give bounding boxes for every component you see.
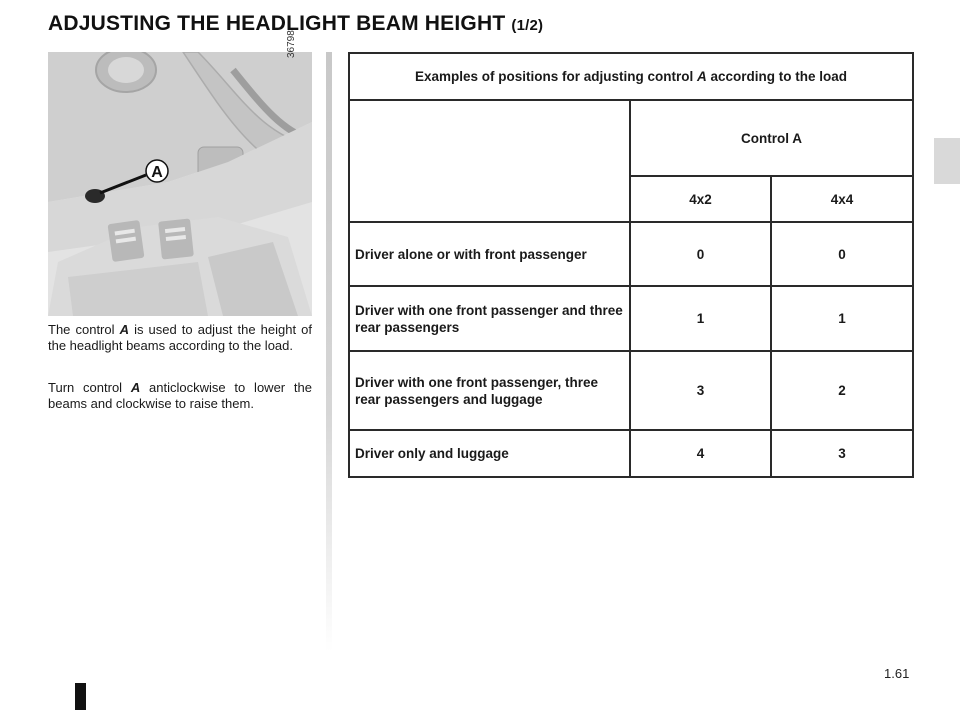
instruction-paragraph xyxy=(48,380,312,412)
desc-text: The control xyxy=(48,322,120,337)
row-label: Driver with one front passenger, three rear passengers and luggage xyxy=(349,351,630,430)
value-4x4: 0 xyxy=(771,222,913,286)
column-divider xyxy=(326,52,332,652)
header-text: according to the load xyxy=(706,69,848,84)
desc-text: Turn control xyxy=(48,380,131,395)
value-4x2: 0 xyxy=(630,222,771,286)
value-4x4: 1 xyxy=(771,286,913,351)
value-4x2: 1 xyxy=(630,286,771,351)
value-4x2: 4 xyxy=(630,430,771,477)
desc-text: anticlockwise to lower the beams and clockwise to raise them. xyxy=(48,380,312,411)
row-label: Driver with one front passenger and three rear passengers xyxy=(349,286,630,351)
empty-corner-cell xyxy=(349,100,630,222)
callout-label: A xyxy=(151,164,163,181)
control-ref: A xyxy=(130,380,141,395)
dashboard-drawing xyxy=(48,52,312,316)
header-text: Examples of positions for adjusting control xyxy=(414,69,697,84)
desc-text: is used to adjust the height of the headlight beams according to the load. xyxy=(48,322,312,353)
table-row xyxy=(349,286,913,351)
row-label: Driver alone or with front passenger xyxy=(349,222,630,286)
col-4x2-header: 4x2 xyxy=(630,176,771,222)
page-number: 1.61 xyxy=(884,666,910,681)
load-position-table xyxy=(348,52,914,478)
control-ref: A xyxy=(119,322,129,337)
section-tab xyxy=(934,138,960,184)
header-control: A xyxy=(697,69,707,84)
col-4x4-header: 4x4 xyxy=(771,176,913,222)
value-4x4: 3 xyxy=(771,430,913,477)
table-row xyxy=(349,222,913,286)
title-suffix: (1/2) xyxy=(511,17,544,34)
control-header-row xyxy=(349,100,913,176)
table-row xyxy=(349,351,913,430)
table-header xyxy=(349,53,913,100)
dashboard-illustration xyxy=(48,52,312,316)
control-label: Control A xyxy=(630,100,913,176)
page-edge-mark xyxy=(75,683,86,710)
value-4x2: 3 xyxy=(630,351,771,430)
row-label: Driver only and luggage xyxy=(349,430,630,477)
table-row xyxy=(349,430,913,477)
title-main: ADJUSTING THE HEADLIGHT BEAM HEIGHT xyxy=(48,12,506,35)
figure-number: 36798 xyxy=(286,30,297,58)
value-4x4: 2 xyxy=(771,351,913,430)
description-paragraph xyxy=(48,322,312,354)
table-header-row xyxy=(349,53,913,100)
